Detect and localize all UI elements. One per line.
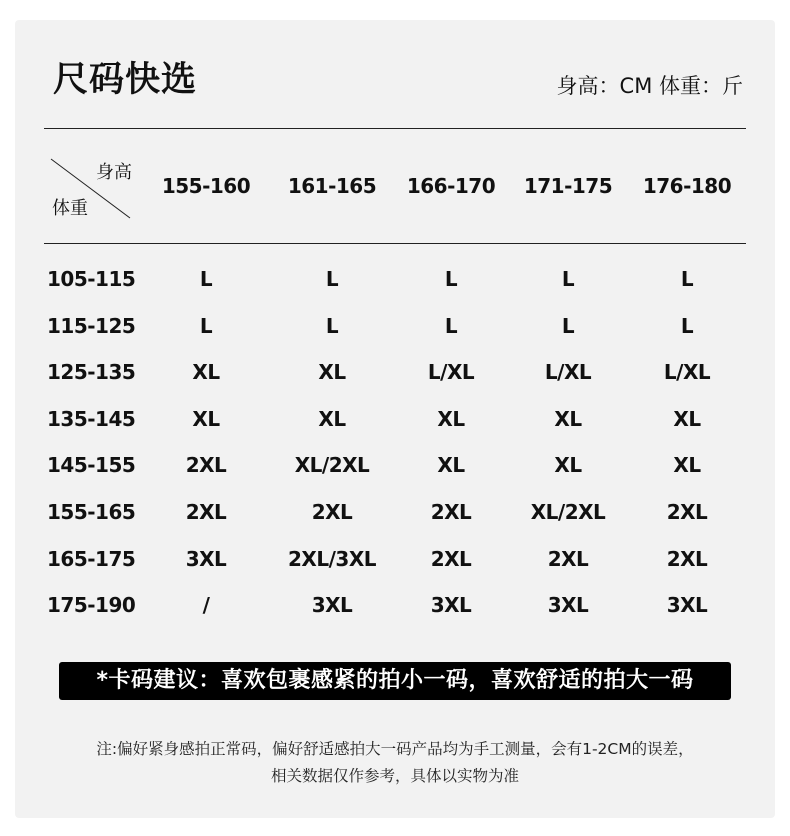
fit-advice-banner: *卡码建议：喜欢包裹感紧的拍小一码，喜欢舒适的拍大一码 [59, 662, 731, 700]
size-cell: 2XL [430, 547, 472, 571]
size-cell: L [444, 314, 458, 338]
size-cell: 3XL [311, 593, 353, 617]
height-axis-label: 身高 [96, 162, 132, 183]
size-cell: XL [192, 407, 220, 431]
size-cell: XL [318, 407, 346, 431]
size-cell: XL [673, 407, 701, 431]
size-cell: L [680, 314, 694, 338]
size-cell: XL [673, 453, 701, 477]
size-cell: 2XL [185, 453, 227, 477]
size-cell: / [202, 593, 210, 617]
size-cell: L [325, 314, 339, 338]
size-cell: XL [554, 407, 582, 431]
table-corner-header [50, 158, 132, 220]
column-header-height: 176-180 [642, 174, 732, 198]
row-header-weight: 145-155 [47, 453, 136, 477]
size-cell: 2XL [430, 500, 472, 524]
size-chart-card [15, 20, 775, 818]
row-header-weight: 165-175 [47, 547, 136, 571]
size-cell: 2XL [666, 547, 708, 571]
size-cell: L [561, 314, 575, 338]
size-cell: 2XL [311, 500, 353, 524]
size-cell: XL/2XL [294, 453, 370, 477]
size-cell: L [199, 267, 213, 291]
size-cell: 3XL [185, 547, 227, 571]
column-header-height: 166-170 [406, 174, 496, 198]
measurement-note-line-2: 相关数据仅作参考，具体以实物为准 [270, 767, 519, 785]
row-header-weight: 155-165 [47, 500, 136, 524]
size-cell: L [444, 267, 458, 291]
row-header-weight: 105-115 [47, 267, 136, 291]
header-divider [44, 243, 746, 244]
size-cell: L/XL [427, 360, 475, 384]
row-header-weight: 135-145 [47, 407, 136, 431]
top-divider [44, 128, 746, 129]
row-header-weight: 125-135 [47, 360, 136, 384]
size-cell: 2XL [185, 500, 227, 524]
size-cell: 3XL [547, 593, 589, 617]
size-cell: XL [554, 453, 582, 477]
size-cell: L [680, 267, 694, 291]
size-cell: 2XL/3XL [288, 547, 376, 571]
size-cell: XL [318, 360, 346, 384]
weight-axis-label: 体重 [52, 198, 88, 219]
column-header-height: 155-160 [161, 174, 251, 198]
size-cell: 3XL [666, 593, 708, 617]
units-label: 身高：CM 体重：斤 [556, 74, 743, 98]
size-cell: XL [437, 453, 465, 477]
size-cell: XL [437, 407, 465, 431]
size-cell: L/XL [663, 360, 711, 384]
page-title: 尺码快选 [53, 60, 198, 100]
column-header-height: 171-175 [523, 174, 613, 198]
size-cell: XL/2XL [530, 500, 606, 524]
size-cell: L [199, 314, 213, 338]
row-header-weight: 175-190 [47, 593, 136, 617]
size-cell: L [325, 267, 339, 291]
row-header-weight: 115-125 [47, 314, 136, 338]
size-cell: 2XL [547, 547, 589, 571]
size-cell: XL [192, 360, 220, 384]
size-cell: 3XL [430, 593, 472, 617]
measurement-note-line-1: 注:偏好紧身感拍正常码，偏好舒适感拍大一码产品均为手工测量，会有1-2CM的误差， [96, 740, 694, 758]
size-cell: L [561, 267, 575, 291]
size-cell: L/XL [544, 360, 592, 384]
size-cell: 2XL [666, 500, 708, 524]
column-header-height: 161-165 [287, 174, 377, 198]
